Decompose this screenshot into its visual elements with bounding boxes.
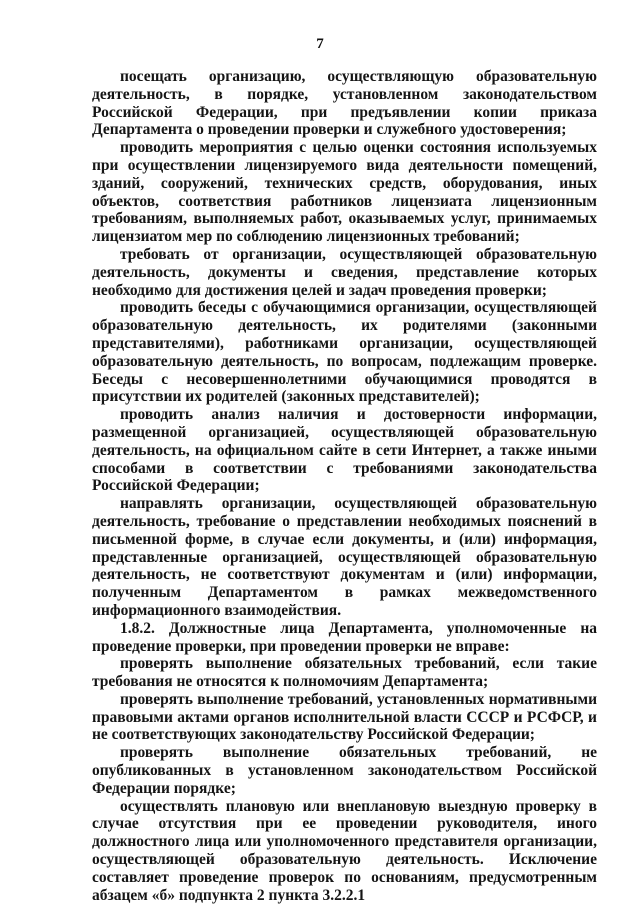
paragraph-onsite-inspection: осуществлять плановую или внеплановую выездную проверку в случае отсутствия при ее проведении руководителя, иного должностного лица или уполномоченного представителя организации, осуществляющей образовательную деятельность. Исключение составляет проведение проверок по основаниям, предусмотренным абзацем «б» подпункта 2 пункта 3.2.2.1 [92,797,597,904]
document-body [92,68,597,904]
paragraph-unpublished-requirements: проверять выполнение обязательных требований, не опубликованных в установленном законодательством Российской Федерации порядке; [92,744,597,797]
paragraph-ussr-acts: проверять выполнение требований, установленных нормативными правовыми актами органов исполнительной власти СССР и РСФСР, и не соответствующих законодательству Российской Федерации; [92,690,597,744]
paragraph-analyze-website: проводить анализ наличия и достоверности информации, размещенной организацией, осуществляющей образовательную деятельность, на официальном сайте в сети Интернет, а также иными способами в соответствии с требованиями законодательства Российской Федерации; [92,406,597,495]
paragraph-visit-organization: посещать организацию, осуществляющую образовательную деятельность, в порядке, установленном законодательством Российской Федерации, при предъявлении копии приказа Департамента о проведении проверки и служебного удостоверения; [92,68,597,139]
page-number: 7 [316,36,324,52]
paragraph-conduct-interviews: проводить беседы с обучающимися организации, осуществляющей образовательную деятельность, их родителями (законными представителями), работниками организации, осуществляющей образовательную деятельность, по вопросам, подлежащим проверке. Беседы с несовершеннолетними обучающимися проводятся в присутствии их родителей (законных представителей); [92,299,597,406]
paragraph-request-documents: требовать от организации, осуществляющей образовательную деятельность, документы и сведения, представление которых необходимо для достижения целей и задач проведения проверки; [92,245,597,299]
paragraph-assess-premises: проводить мероприятия с целью оценки состояния используемых при осуществлении лицензируемого вида деятельности помещений, зданий, сооружений, технических средств, оборудования, иных объектов, соответствия работников лицензиата лицензионным требованиям, выполняемых работ, оказываемых услуг, принимаемых лицензиатом мер по соблюдению лицензионных требований; [92,139,597,246]
paragraph-send-requirement: направлять организации, осуществляющей образовательную деятельность, требование о представлении необходимых пояснений в письменной форме, в случае если документы, и (или) информация, представленные организацией, осуществляющей образовательную деятельность, не соответствуют документам и (или) информации, полученным Департаментом в рамках межведомственного информационного взаимодействия. [92,495,597,619]
paragraph-section-1-8-2: 1.8.2. Должностные лица Департамента, уполномоченные на проведение проверки, при проведении проверки не вправе: [92,619,597,655]
paragraph-not-in-powers: проверять выполнение обязательных требований, если такие требования не относятся к полномочиям Департамента; [92,655,597,691]
